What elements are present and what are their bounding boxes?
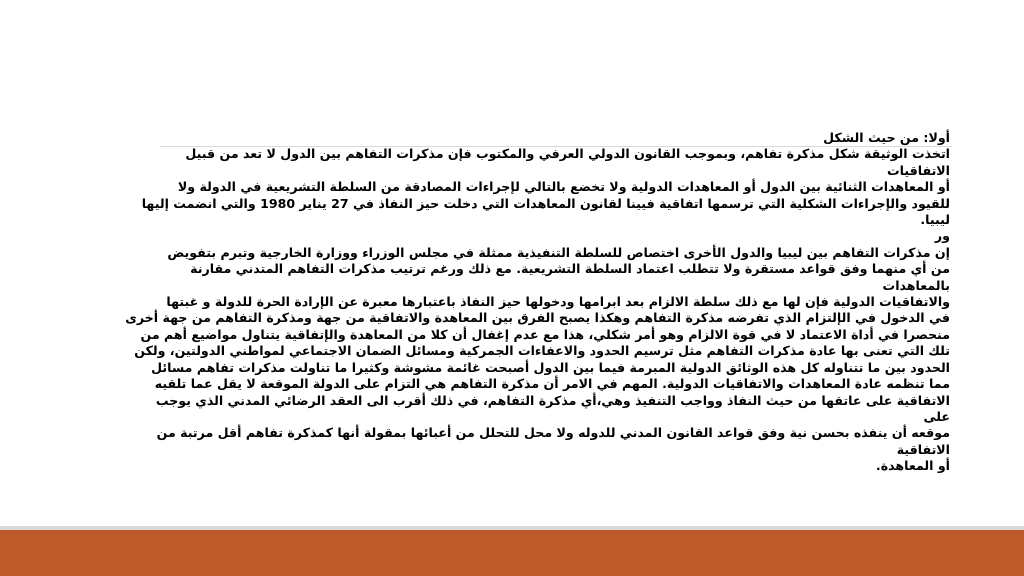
text-line: منحصرا في أداة الاعتماد لا في قوة الالزام وهو أمر شكلي، هذا مع عدم إغفال أن كلا من المعاهدة والإتفاقية يتناول مواضيع أهم من xyxy=(140,326,950,342)
section-heading: أولا: من حيث الشكل xyxy=(823,130,950,145)
text-line: الاتفاقية xyxy=(896,441,950,457)
text-line: في الدخول في الإلتزام الذي تفرضه مذكرة التفاهم وهكذا يصبح الفرق بين المعاهدة والاتفاقية من جهة ومذكرة التفاهم من جهة أخرى xyxy=(125,310,950,326)
text-line: ليبيا. xyxy=(920,212,950,228)
text-line: على xyxy=(923,408,950,424)
text-line: للقيود والإجراءات الشكلية التي ترسمها اتفاقية فيينا لقانون المعاهدات التي دخلت حيز النفاذ في 27 يناير 1980 والتي انضمت إليها xyxy=(141,195,950,211)
text-line: الحدود بين ما تتناوله كل هذه الوثائق الدولية المبرمة فيما بين الدول أصبحت غائمة مشوشة وكثيرا ما تناولت مذكرات تفاهم مسائل xyxy=(151,359,950,375)
text-line: إن مذكرات التفاهم بين ليبيا والدول الأخرى اختصاص للسلطة التنفيذية ممثلة في مجلس الوزراء ووزارة الخارجية وتبرم بتفويض xyxy=(167,244,950,260)
footer-accent-band xyxy=(0,530,1024,576)
text-line: بالمعاهدات xyxy=(882,277,950,293)
text-line: الاتفاقيات xyxy=(887,162,950,178)
text-line: ور xyxy=(934,228,950,244)
text-line: مما تنظمه عادة المعاهدات والاتفاقيات الدولية. المهم في الامر أن مذكرة التفاهم هي التزام على الدولة الموقعة لا يقل عما تلقيه xyxy=(154,376,950,392)
text-line: اتخذت الوثيقة شكل مذكرة تفاهم، وبموجب القانون الدولي العرفي والمكتوب فإن مذكرات التفاهم بين الدول لا تعد من قبيل xyxy=(185,146,950,162)
slide-body-text xyxy=(125,130,950,475)
text-line: من أي منهما وفق قواعد مستقرة ولا تتطلب اعتماد السلطة التشريعية. مع ذلك ورغم ترتيب مذكرات التفاهم المتدني مقارنة xyxy=(190,261,950,277)
text-line: تلك التي تعنى بها عادة مذكرات التفاهم مثل ترسيم الحدود والاعفاءات الجمركية ومسائل الضمان الاجتماعي لمواطني الدولتين، ولكن xyxy=(134,343,950,359)
text-line: أو المعاهدات الثنائية بين الدول أو المعاهدات الدولية ولا تخضع بالتالي لإجراءات المصادقة من السلطة التشريعية في الدولة ولا xyxy=(177,179,950,195)
text-line: والاتفاقيات الدولية فإن لها مع ذلك سلطة الالزام بعد ابرامها ودخولها حيز النفاذ باعتبارها معبرة عن الإرادة الحرة للدولة و غبتها xyxy=(166,294,950,310)
text-line: موقعه أن ينفذه بحسن نية وفق قواعد القانون المدني للدوله ولا محل للتحلل من أعبائها بمقولة أنها كمذكرة تفاهم أقل مرتبة من xyxy=(156,425,950,441)
text-line: الاتفاقية على عاتقها من حيث النفاذ وواجب التنفيذ وهي،أي مذكرة التفاهم، في ذلك أقرب الى العقد الرضائي المدني الذي يوجب xyxy=(155,392,950,408)
text-line: أو المعاهدة. xyxy=(875,458,950,474)
